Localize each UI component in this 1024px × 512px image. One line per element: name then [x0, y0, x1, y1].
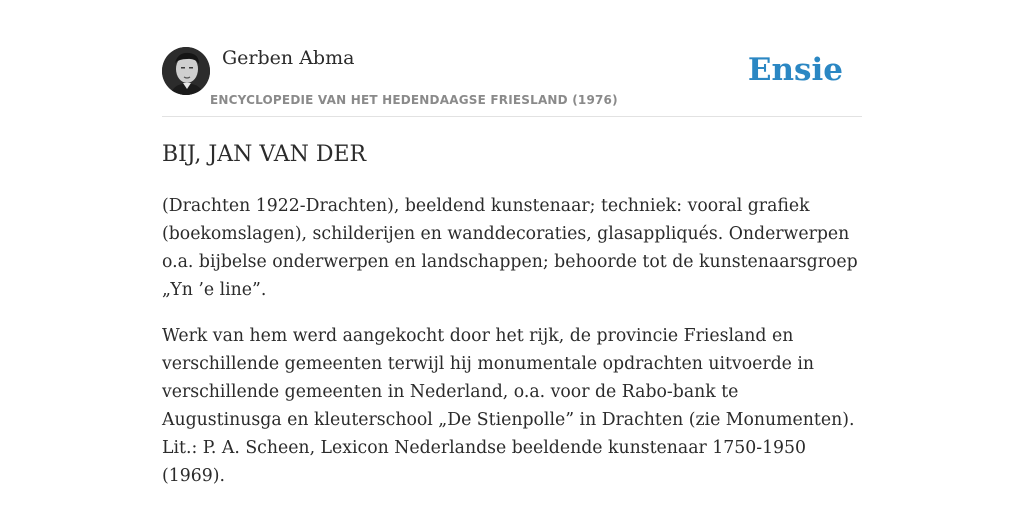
entry-body: [162, 192, 862, 508]
author-name[interactable]: Gerben Abma: [222, 47, 355, 69]
entry-card: [162, 0, 862, 512]
avatar[interactable]: [162, 47, 210, 95]
source-title[interactable]: ENCYCLOPEDIE VAN HET HEDENDAAGSE FRIESLAND (1976): [210, 93, 618, 107]
ensie-logo[interactable]: Ensie: [747, 52, 843, 88]
entry-title: BIJ, JAN VAN DER: [162, 142, 367, 167]
entry-header: [162, 46, 862, 117]
entry-paragraph-2: Werk van hem werd aangekocht door het rijk, de provincie Friesland en verschillende gemeenten terwijl hij monumentale opdrachten uitvoerde in verschillende gemeenten in Nederland, o.a. voor de Rabo-bank te Augustinusga en kleuterschool „De Stienpolle” in Drachten (zie Monumenten). Lit.: P. A. Scheen, Lexicon Nederlandse beeldende kunstenaar 1750-1950 (1969).: [162, 326, 855, 486]
entry-paragraph-1: (Drachten 1922-Drachten), beeldend kunstenaar; techniek: vooral grafiek (boekomslagen), schilderijen en wanddecoraties, glasappliqués. Onderwerpen o.a. bijbelse onderwerpen en landschappen; behoorde tot de kunstenaarsgroep „Yn ’e line”.: [162, 196, 858, 300]
portrait-icon: [162, 47, 210, 95]
